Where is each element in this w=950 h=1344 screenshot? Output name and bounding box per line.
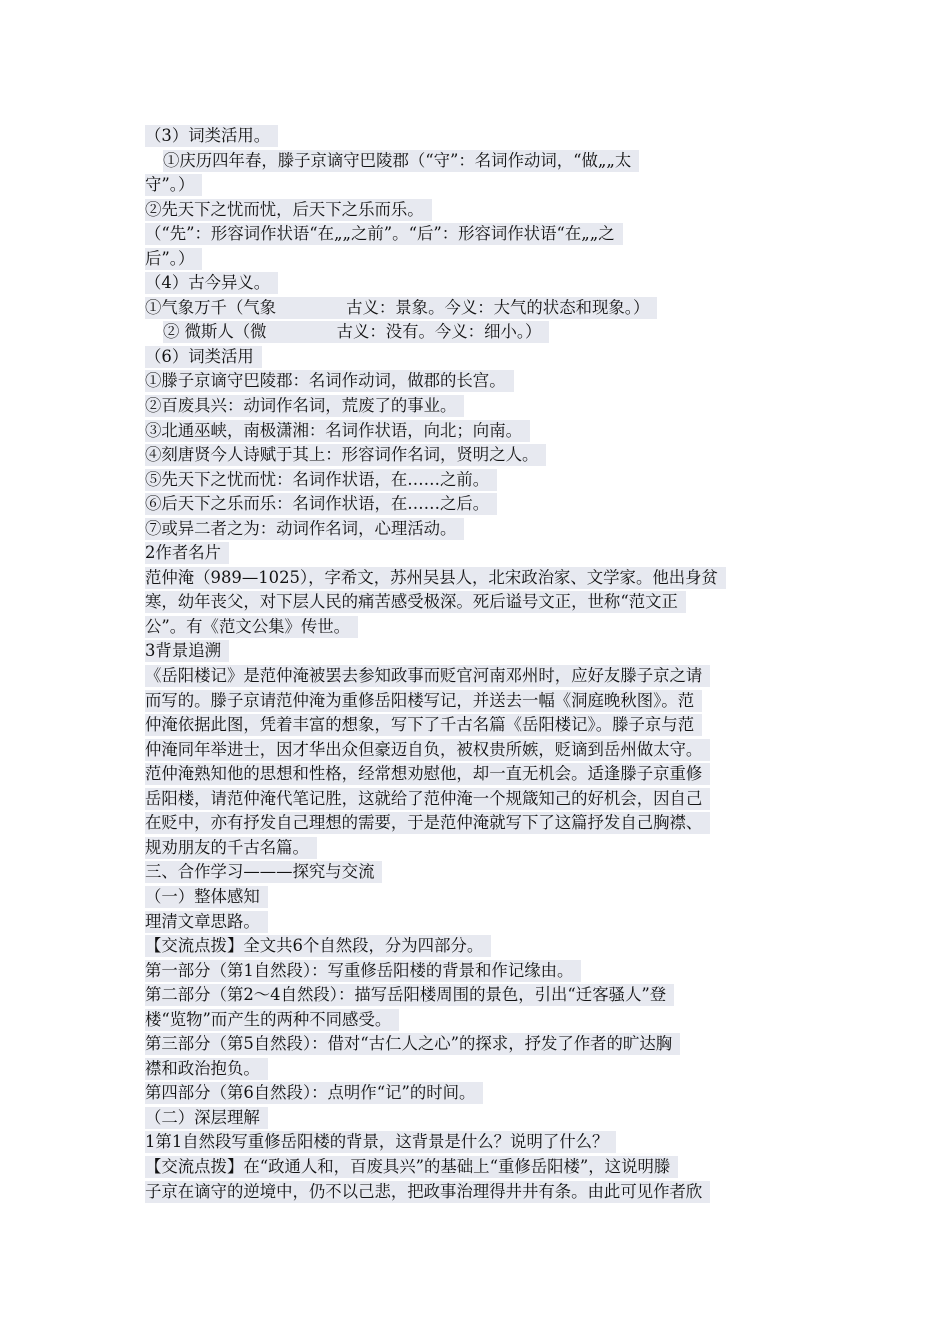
text-line: 仲淹依据此图，凭着丰富的想象，写下了千古名篇《岳阳楼记》。滕子京与范 [145,713,810,738]
text-line: （“先”：形容词作状语“在„„之前”。“后”：形容词作状语“在„„之 [145,222,810,247]
text-line: 三、合作学习———探究与交流 [145,860,810,885]
text-line: 襟和政治抱负。 [145,1057,810,1082]
text-line: 第一部分（第1自然段）：写重修岳阳楼的背景和作记缘由。 [145,959,810,984]
text-line: 寒，幼年丧父，对下层人民的痛苦感受极深。死后谥号文正，世称“范文正 [145,590,810,615]
text-line: 守”。） [145,173,810,198]
document-body [145,124,810,1204]
text-line: 仲淹同年举进士，因才华出众但豪迈自负，被权贵所嫉，贬谪到岳州做太守。 [145,738,810,763]
text-line: ② 微斯人（微 古义：没有。今义：细小。） [145,320,810,345]
text-line: ①滕子京谪守巴陵郡：名词作动词，做郡的长宫。 [145,369,810,394]
text-line: 3背景追溯 [145,639,810,664]
text-line: 岳阳楼，请范仲淹代笔记胜，这就给了范仲淹一个规箴知己的好机会，因自己 [145,787,810,812]
text-line: ④刻唐贤今人诗赋于其上：形容词作名词，贤明之人。 [145,443,810,468]
text-line: 第四部分（第6自然段）：点明作“记”的时间。 [145,1081,810,1106]
text-line: ⑥后天下之乐而乐：名词作状语，在……之后。 [145,492,810,517]
text-line: （一）整体感知 [145,885,810,910]
text-line: 楼“览物”而产生的两种不同感受。 [145,1008,810,1033]
text-line: 【交流点拨】全文共6个自然段，分为四部分。 [145,934,810,959]
text-line: ⑤先天下之忧而忧：名词作状语，在……之前。 [145,468,810,493]
text-line: ①庆历四年春，滕子京谪守巴陵郡（“守”：名词作动词，“做„„太 [145,149,810,174]
text-line: （3）词类活用。 [145,124,810,149]
text-line: 第三部分（第5自然段）：借对“古仁人之心”的探求，抒发了作者的旷达胸 [145,1032,810,1057]
text-line: 在贬中，亦有抒发自己理想的需要，于是范仲淹就写下了这篇抒发自己胸襟、 [145,811,810,836]
text-line: ⑦或异二者之为：动词作名词，心理活动。 [145,517,810,542]
text-line: ③北通巫峡，南极潇湘：名词作状语，向北；向南。 [145,419,810,444]
text-line: 2作者名片 [145,541,810,566]
text-line: 1第1自然段写重修岳阳楼的背景，这背景是什么？说明了什么？ [145,1130,810,1155]
text-line: 范仲淹熟知他的思想和性格，经常想劝慰他，却一直无机会。适逢滕子京重修 [145,762,810,787]
text-line: （6）词类活用 [145,345,810,370]
text-line: ①气象万千（气象 古义：景象。今义：大气的状态和现象。） [145,296,810,321]
text-line: （4）古今异义。 [145,271,810,296]
text-line: 公”。有《范文公集》传世。 [145,615,810,640]
text-line: ②百废具兴：动词作名词，荒废了的事业。 [145,394,810,419]
text-line: ②先天下之忧而忧，后天下之乐而乐。 [145,198,810,223]
text-line: 【交流点拨】在“政通人和，百废具兴”的基础上“重修岳阳楼”，这说明滕 [145,1155,810,1180]
text-line: （二）深层理解 [145,1106,810,1131]
text-line: 后”。） [145,247,810,272]
text-line: 规劝朋友的千古名篇。 [145,836,810,861]
text-line: 第二部分（第2～4自然段）：描写岳阳楼周围的景色，引出“迁客骚人”登 [145,983,810,1008]
text-line: 而写的。滕子京请范仲淹为重修岳阳楼写记，并送去一幅《洞庭晚秋图》。范 [145,689,810,714]
text-line: 《岳阳楼记》是范仲淹被罢去参知政事而贬官河南邓州时，应好友滕子京之请 [145,664,810,689]
text-line: 子京在谪守的逆境中，仍不以己悲，把政事治理得井井有条。由此可见作者欣 [145,1180,810,1205]
text-line: 范仲淹（989—1025），字希文，苏州吴县人，北宋政治家、文学家。他出身贫 [145,566,810,591]
text-line: 理清文章思路。 [145,910,810,935]
